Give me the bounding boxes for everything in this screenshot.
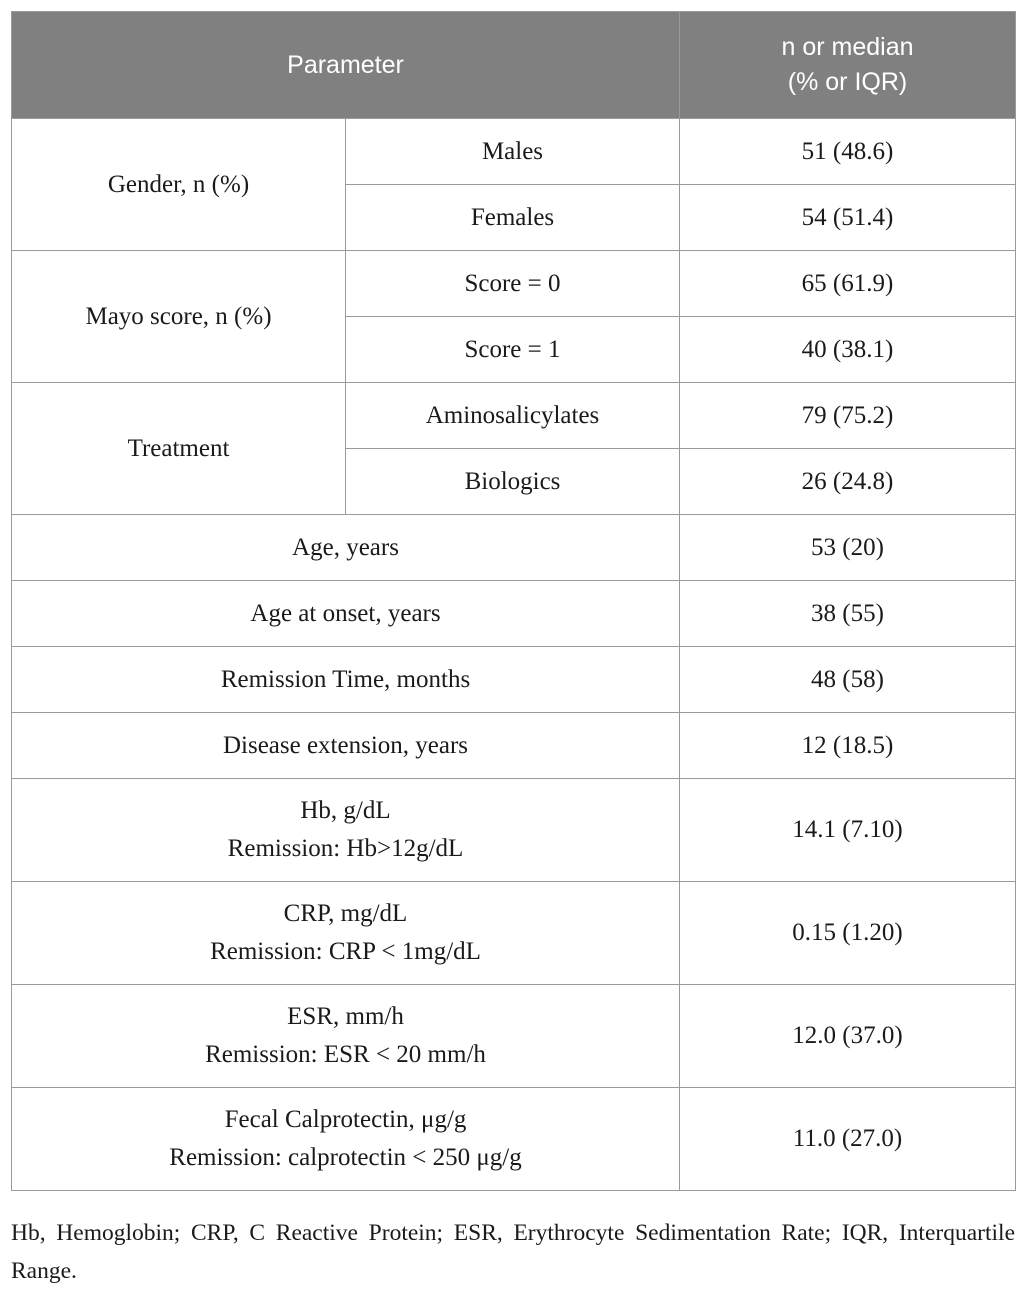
sub-label-biologics: Biologics — [346, 449, 680, 515]
label-remission-time: Remission Time, months — [12, 647, 680, 713]
value-hb: 14.1 (7.10) — [680, 779, 1016, 882]
value-age: 53 (20) — [680, 515, 1016, 581]
value-score-0: 65 (61.9) — [680, 251, 1016, 317]
label-disease-extension: Disease extension, years — [12, 713, 680, 779]
table-row — [12, 713, 1016, 779]
table-row — [12, 985, 1016, 1088]
value-score-1: 40 (38.1) — [680, 317, 1016, 383]
sub-label-males: Males — [346, 119, 680, 185]
table-row — [12, 515, 1016, 581]
header-parameter: Parameter — [12, 12, 680, 119]
value-esr: 12.0 (37.0) — [680, 985, 1016, 1088]
label-esr-line1: ESR, mm/h — [287, 1003, 404, 1030]
label-crp — [12, 882, 680, 985]
value-males: 51 (48.6) — [680, 119, 1016, 185]
value-biologics: 26 (24.8) — [680, 449, 1016, 515]
parameters-table — [11, 11, 1016, 1191]
sub-label-aminosalicylates: Aminosalicylates — [346, 383, 680, 449]
label-age-onset: Age at onset, years — [12, 581, 680, 647]
value-crp: 0.15 (1.20) — [680, 882, 1016, 985]
label-crp-line1: CRP, mg/dL — [283, 900, 408, 927]
label-calprotectin — [12, 1088, 680, 1191]
value-age-onset: 38 (55) — [680, 581, 1016, 647]
label-esr — [12, 985, 680, 1088]
label-calprotectin-line1: Fecal Calprotectin, μg/g — [224, 1106, 467, 1133]
value-disease-extension: 12 (18.5) — [680, 713, 1016, 779]
table-row — [12, 251, 1016, 317]
table-row — [12, 882, 1016, 985]
value-aminosalicylates: 79 (75.2) — [680, 383, 1016, 449]
header-value-line2: (% or IQR) — [787, 68, 908, 96]
sub-label-score-1: Score = 1 — [346, 317, 680, 383]
table-row — [12, 581, 1016, 647]
label-calprotectin-line2: Remission: calprotectin < 250 μg/g — [169, 1144, 522, 1171]
table-row — [12, 1088, 1016, 1191]
label-hb-line2: Remission: Hb>12g/dL — [227, 835, 464, 862]
header-value-line1: n or median — [781, 33, 914, 61]
table-row — [12, 383, 1016, 449]
group-label-mayo: Mayo score, n (%) — [12, 251, 346, 383]
label-hb-line1: Hb, g/dL — [300, 797, 391, 824]
value-females: 54 (51.4) — [680, 185, 1016, 251]
header-value — [680, 12, 1016, 119]
sub-label-score-0: Score = 0 — [346, 251, 680, 317]
table-body — [12, 119, 1016, 1191]
group-label-gender: Gender, n (%) — [12, 119, 346, 251]
sub-label-females: Females — [346, 185, 680, 251]
label-esr-line2: Remission: ESR < 20 mm/h — [205, 1041, 486, 1068]
data-table-container — [11, 11, 1015, 1191]
table-header — [12, 12, 1016, 119]
table-row — [12, 647, 1016, 713]
table-row — [12, 779, 1016, 882]
label-age: Age, years — [12, 515, 680, 581]
table-row — [12, 119, 1016, 185]
value-remission-time: 48 (58) — [680, 647, 1016, 713]
label-crp-line2: Remission: CRP < 1mg/dL — [210, 938, 481, 965]
value-calprotectin: 11.0 (27.0) — [680, 1088, 1016, 1191]
table-footnote: Hb, Hemoglobin; CRP, C Reactive Protein; ESR, Erythrocyte Sedimentation Rate; IQR, Interquartile Range. — [11, 1220, 1015, 1284]
group-label-treatment: Treatment — [12, 383, 346, 515]
label-hb — [12, 779, 680, 882]
